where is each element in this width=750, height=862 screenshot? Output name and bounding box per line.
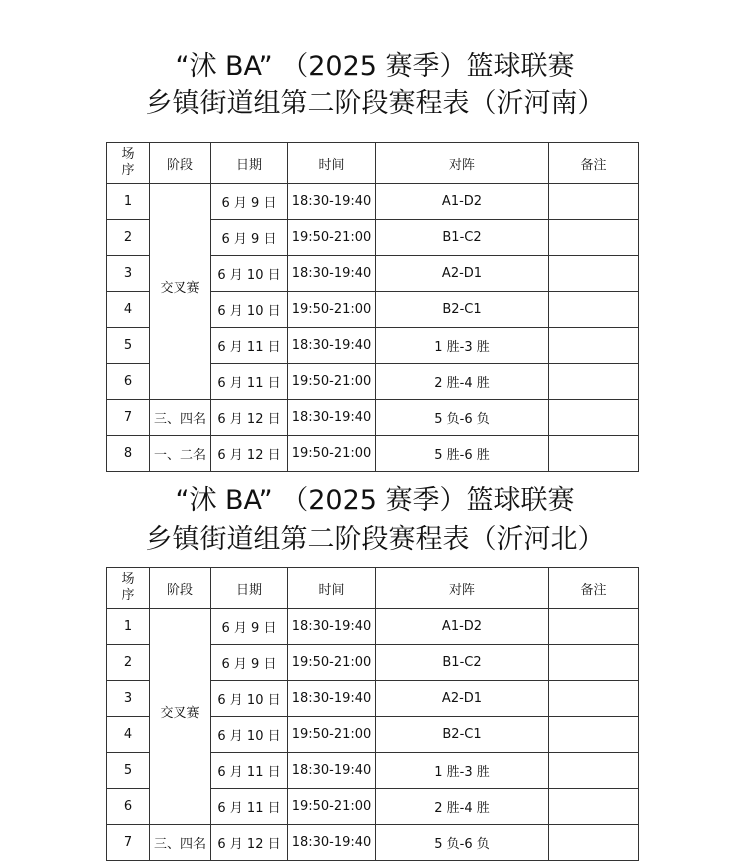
cell-seq: 7: [107, 400, 150, 436]
header-stage: 阶段: [150, 568, 211, 609]
cell-note: [549, 825, 639, 861]
cell-seq: 2: [107, 645, 150, 681]
cell-matchup: 2 胜-4 胜: [376, 364, 549, 400]
cell-note: [549, 789, 639, 825]
table-header-row: [107, 568, 639, 609]
cell-date: 6 月 10 日: [211, 681, 288, 717]
cell-matchup: B1-C2: [376, 220, 549, 256]
header-time: 时间: [288, 568, 376, 609]
cell-note: [549, 753, 639, 789]
cell-time: 18:30-19:40: [288, 328, 376, 364]
schedule-title-line1: “沭 BA” （2025 赛季）篮球联赛: [175, 485, 575, 516]
header-note: 备注: [549, 143, 639, 184]
cell-matchup: 5 胜-6 胜: [376, 436, 549, 472]
cell-date: 6 月 11 日: [211, 364, 288, 400]
cell-date: 6 月 12 日: [211, 436, 288, 472]
cell-note: [549, 256, 639, 292]
schedule-title-line1: “沭 BA” （2025 赛季）篮球联赛: [175, 51, 575, 82]
cell-date: 6 月 10 日: [211, 292, 288, 328]
cell-time: 19:50-21:00: [288, 717, 376, 753]
header-matchup: 对阵: [376, 568, 549, 609]
header-date: 日期: [211, 568, 288, 609]
cell-note: [549, 436, 639, 472]
cell-date: 6 月 9 日: [211, 645, 288, 681]
cell-matchup: 5 负-6 负: [376, 400, 549, 436]
cell-time: 18:30-19:40: [288, 184, 376, 220]
table-header-row: [107, 143, 639, 184]
schedule-title-line2: 乡镇街道组第二阶段赛程表（沂河北）: [145, 524, 605, 555]
cell-stage-group: 交叉赛: [150, 609, 211, 825]
cell-time: 18:30-19:40: [288, 825, 376, 861]
cell-seq: 7: [107, 825, 150, 861]
cell-date: 6 月 9 日: [211, 220, 288, 256]
cell-seq: 5: [107, 753, 150, 789]
cell-date: 6 月 11 日: [211, 328, 288, 364]
cell-date: 6 月 9 日: [211, 184, 288, 220]
cell-note: [549, 717, 639, 753]
cell-seq: 6: [107, 364, 150, 400]
schedule-table-south: [106, 142, 639, 472]
cell-matchup: B2-C1: [376, 292, 549, 328]
table-row: [107, 609, 639, 645]
cell-seq: 3: [107, 256, 150, 292]
cell-note: [549, 400, 639, 436]
header-seq: 场 序: [107, 568, 150, 609]
table-row: [107, 184, 639, 220]
header-note: 备注: [549, 568, 639, 609]
cell-seq: 8: [107, 436, 150, 472]
table-row: [107, 400, 639, 436]
header-matchup: 对阵: [376, 143, 549, 184]
cell-note: [549, 364, 639, 400]
schedule-title-line2: 乡镇街道组第二阶段赛程表（沂河南）: [145, 88, 605, 119]
cell-note: [549, 609, 639, 645]
cell-matchup: A1-D2: [376, 609, 549, 645]
cell-date: 6 月 12 日: [211, 400, 288, 436]
cell-time: 19:50-21:00: [288, 789, 376, 825]
cell-stage: 一、二名: [150, 436, 211, 472]
cell-seq: 5: [107, 328, 150, 364]
cell-stage: 三、四名: [150, 400, 211, 436]
cell-seq: 6: [107, 789, 150, 825]
cell-time: 18:30-19:40: [288, 256, 376, 292]
schedule-table-north: [106, 567, 639, 861]
cell-date: 6 月 11 日: [211, 789, 288, 825]
cell-note: [549, 220, 639, 256]
cell-note: [549, 328, 639, 364]
cell-date: 6 月 10 日: [211, 256, 288, 292]
cell-seq: 2: [107, 220, 150, 256]
cell-time: 18:30-19:40: [288, 753, 376, 789]
cell-seq: 1: [107, 184, 150, 220]
cell-seq: 4: [107, 292, 150, 328]
cell-note: [549, 681, 639, 717]
cell-time: 18:30-19:40: [288, 681, 376, 717]
cell-time: 19:50-21:00: [288, 645, 376, 681]
cell-time: 18:30-19:40: [288, 400, 376, 436]
cell-time: 19:50-21:00: [288, 292, 376, 328]
header-date: 日期: [211, 143, 288, 184]
cell-date: 6 月 11 日: [211, 753, 288, 789]
table-row: [107, 825, 639, 861]
cell-note: [549, 184, 639, 220]
header-stage: 阶段: [150, 143, 211, 184]
cell-stage: 三、四名: [150, 825, 211, 861]
cell-seq: 3: [107, 681, 150, 717]
cell-matchup: 1 胜-3 胜: [376, 328, 549, 364]
cell-seq: 4: [107, 717, 150, 753]
cell-time: 19:50-21:00: [288, 220, 376, 256]
cell-time: 18:30-19:40: [288, 609, 376, 645]
header-time: 时间: [288, 143, 376, 184]
cell-stage-group: 交叉赛: [150, 184, 211, 400]
cell-date: 6 月 12 日: [211, 825, 288, 861]
cell-time: 19:50-21:00: [288, 364, 376, 400]
cell-note: [549, 292, 639, 328]
cell-matchup: B1-C2: [376, 645, 549, 681]
cell-matchup: A1-D2: [376, 184, 549, 220]
cell-note: [549, 645, 639, 681]
table-row: [107, 436, 639, 472]
cell-seq: 1: [107, 609, 150, 645]
cell-matchup: 2 胜-4 胜: [376, 789, 549, 825]
cell-date: 6 月 10 日: [211, 717, 288, 753]
cell-date: 6 月 9 日: [211, 609, 288, 645]
cell-matchup: 5 负-6 负: [376, 825, 549, 861]
header-seq: 场 序: [107, 143, 150, 184]
cell-matchup: A2-D1: [376, 681, 549, 717]
cell-matchup: A2-D1: [376, 256, 549, 292]
cell-matchup: B2-C1: [376, 717, 549, 753]
cell-matchup: 1 胜-3 胜: [376, 753, 549, 789]
cell-time: 19:50-21:00: [288, 436, 376, 472]
